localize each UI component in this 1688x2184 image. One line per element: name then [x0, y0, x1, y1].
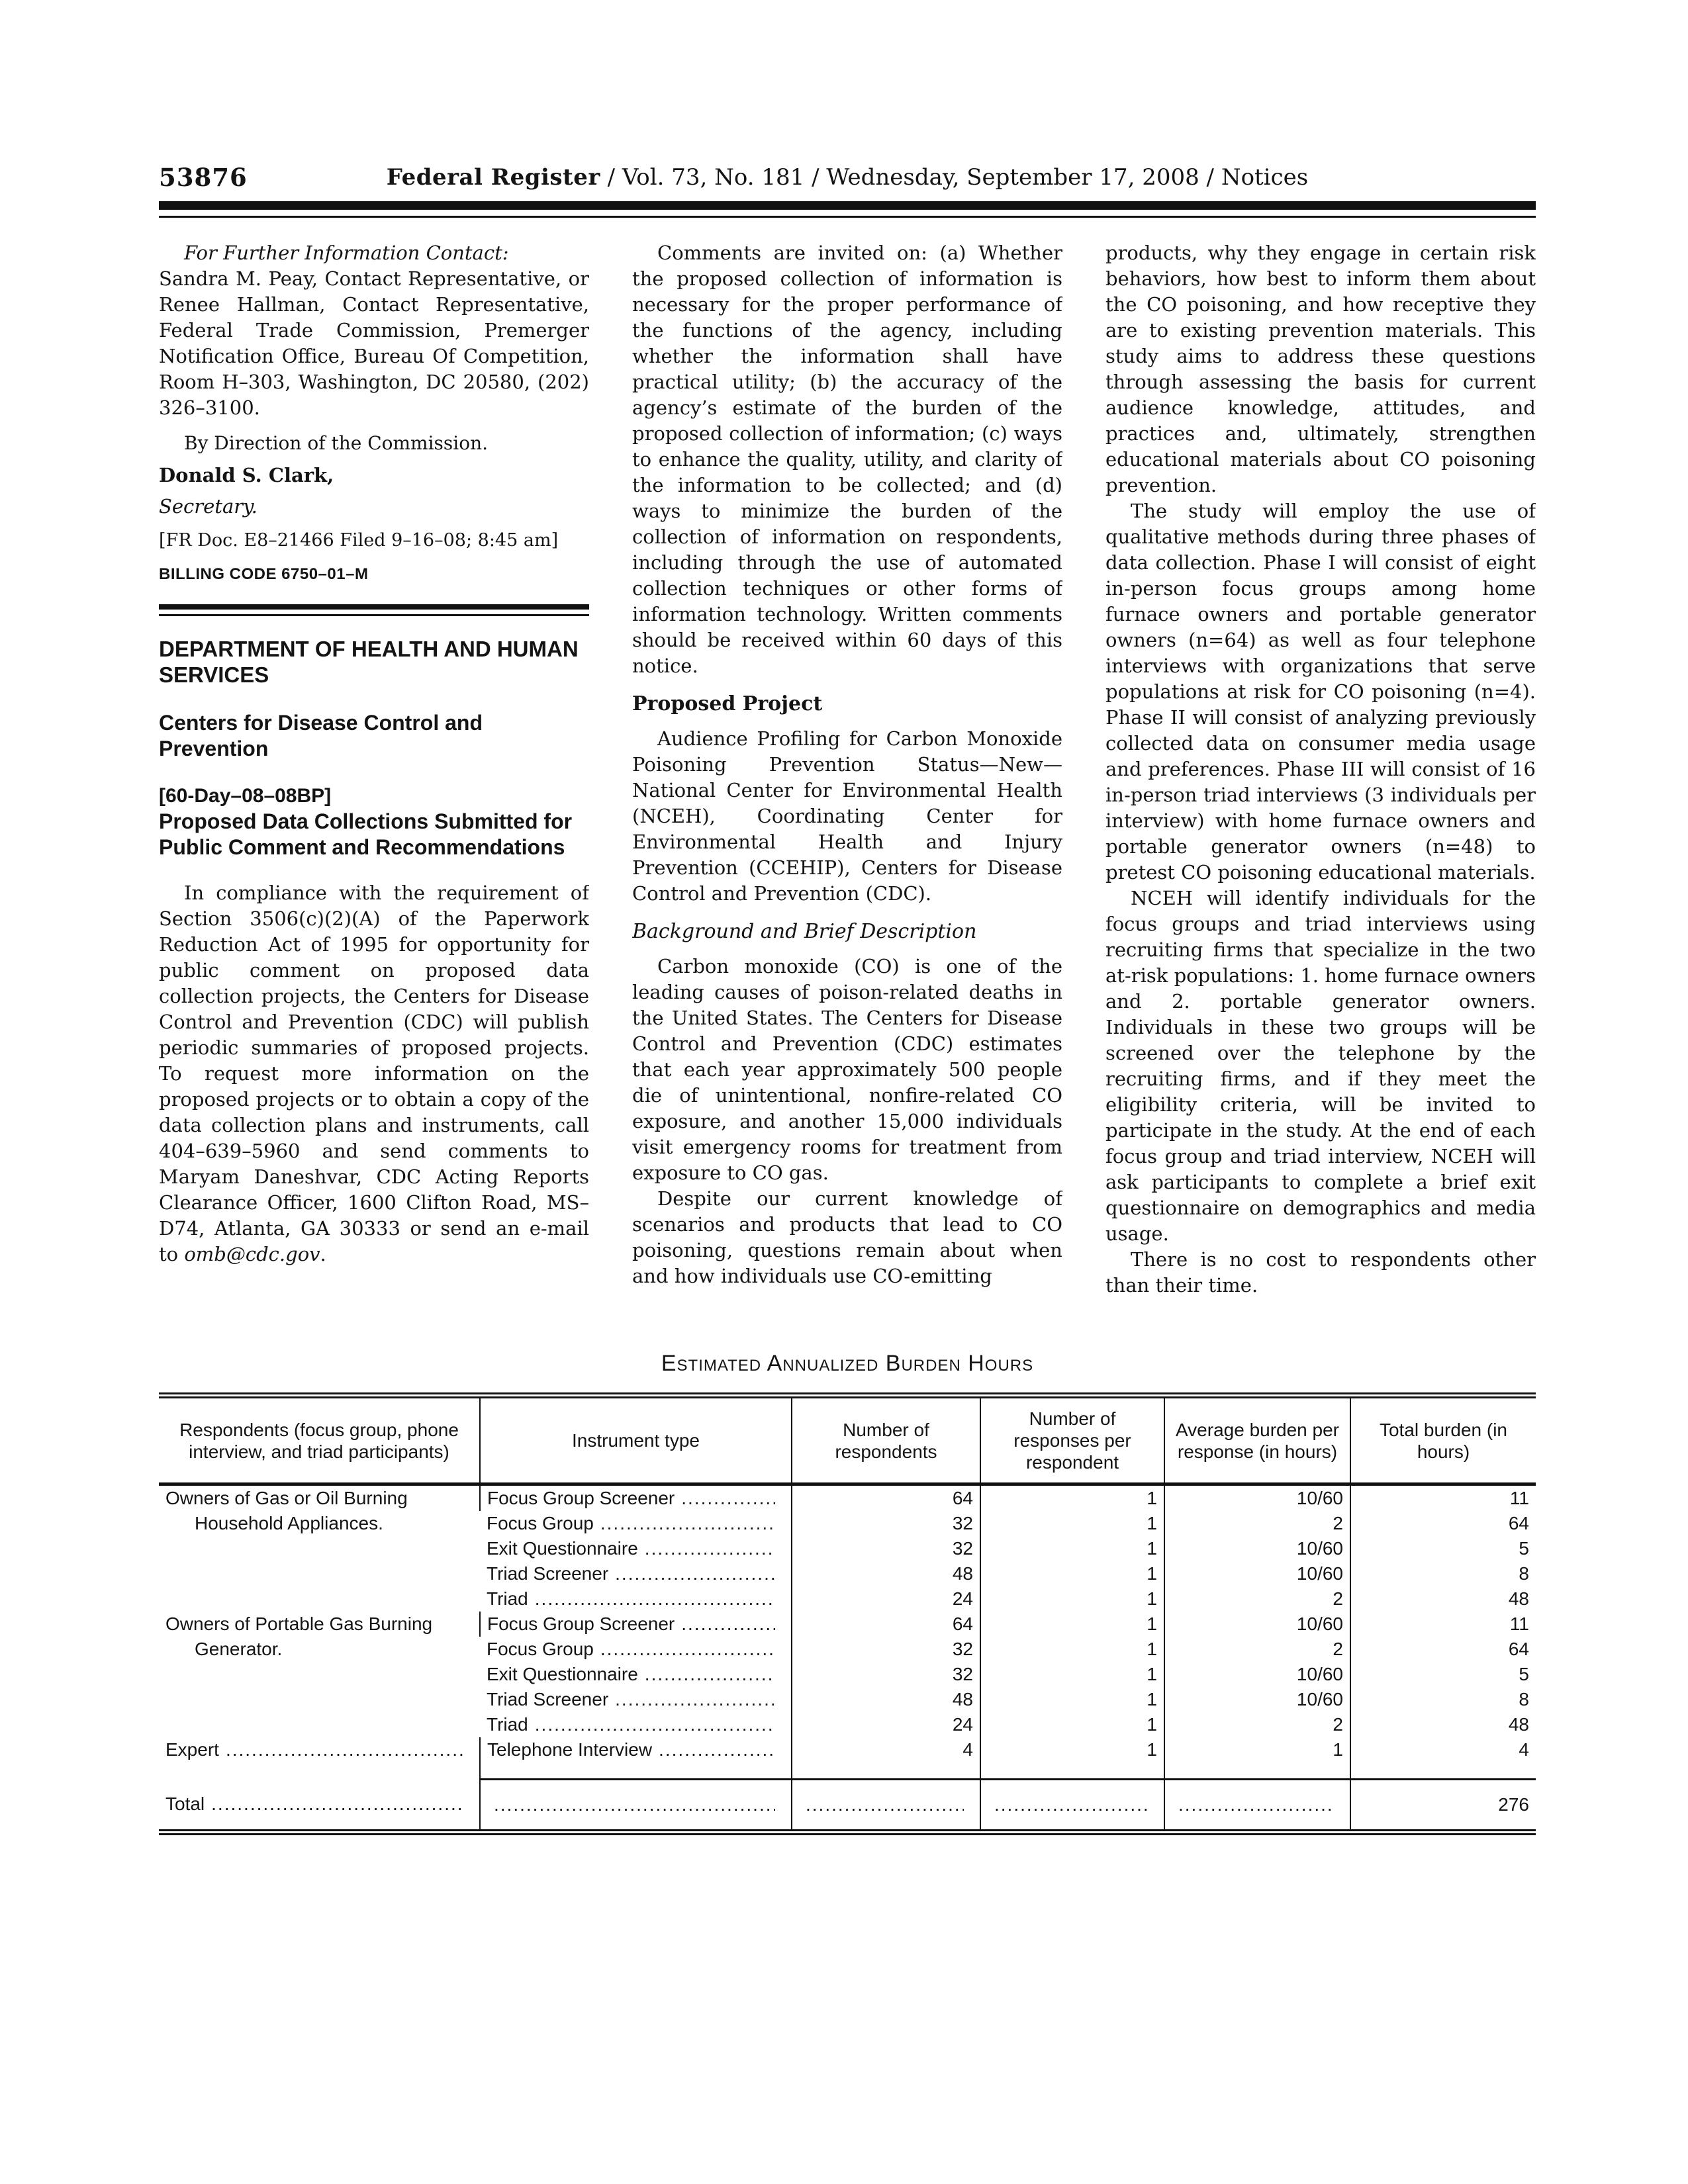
- three-column-body: [159, 240, 1536, 1334]
- responses-cell: 1: [980, 1612, 1164, 1637]
- instrument-dot-leader: [535, 1586, 775, 1612]
- instrument: [487, 1737, 784, 1762]
- total-filler: [988, 1792, 1157, 1817]
- avg-burden-cell: 10/60: [1164, 1612, 1350, 1637]
- instrument-cell: [480, 1586, 792, 1612]
- docket-number: [60-Day–08–08BP]: [159, 785, 332, 807]
- instrument-dot-leader: [681, 1486, 775, 1511]
- total-dot-leader: [211, 1792, 463, 1817]
- respondents-cell: 32: [792, 1637, 980, 1662]
- section-divider-rule: [159, 604, 589, 616]
- header-rule-thin: [159, 216, 1536, 218]
- avg-burden-cell: 2: [1164, 1712, 1350, 1737]
- total-leader-cell: [480, 1780, 792, 1833]
- notice-title: Proposed Data Collections Submitted for Public Comment and Recommendations: [159, 809, 573, 859]
- compliance-paragraph: [159, 880, 589, 1267]
- instrument-label: Focus Group: [487, 1639, 594, 1659]
- avg-burden-cell: 10/60: [1164, 1536, 1350, 1561]
- total-burden-cell: 11: [1350, 1612, 1536, 1637]
- respondents-cell: 32: [792, 1511, 980, 1536]
- header-rule-thick: [159, 201, 1536, 210]
- total-leader-cell: [1164, 1780, 1350, 1833]
- instrument-label: Triad: [487, 1588, 528, 1609]
- comments-invited-paragraph: Comments are invited on: (a) Whether the proposed collection of information is necessary for the proper performance of the functions of the agency, including whether the information shall have practical utility; (b) the accuracy of the agency’s estimate of the burden of the proposed collection of information; (c) ways to enhance the quality, utility, and clarity of the information to be collected; and (d) ways to minimize the burden of the collection of information on respondents, including through the use of automated collection techniques or other forms of information technology. Written comments should be received within 60 days of this notice.: [632, 242, 1062, 677]
- instrument-cell: [480, 1712, 792, 1737]
- total-burden-cell: 64: [1350, 1511, 1536, 1536]
- respondent-group-label: Expert: [165, 1739, 219, 1760]
- issue-info: / Vol. 73, No. 181 / Wednesday, September 17, 2008 / Notices: [600, 164, 1309, 191]
- instrument-label: Telephone Interview: [487, 1739, 653, 1760]
- burden-table-header: [159, 1396, 1536, 1484]
- compliance-text: In compliance with the requirement of Section 3506(c)(2)(A) of the Paperwork Reduction Act of 1995 for opportunity for public comment on proposed data collection projects, the Centers for Disease Control and Prevention (CDC) will publish periodic summaries of proposed projects. To request more information on the proposed projects or to obtain a copy of the data collection plans and instruments, call 404–639–5960 and send comments to Maryam Daneshvar, CDC Acting Reports Clearance Officer, 1600 Clifton Road, MS–D74, Atlanta, GA 30333 or send an e-mail to: [159, 882, 589, 1265]
- burden-table: [159, 1392, 1536, 1835]
- respondents-cell: 24: [792, 1586, 980, 1612]
- respondent-group-text: Owners of Portable Gas Burning Generator.: [165, 1614, 433, 1659]
- respondent-group-cell: [159, 1484, 480, 1612]
- responses-cell: 1: [980, 1536, 1164, 1561]
- avg-burden-cell: 2: [1164, 1637, 1350, 1662]
- responses-cell: 1: [980, 1712, 1164, 1737]
- respondents-cell: 64: [792, 1612, 980, 1637]
- instrument: [487, 1712, 784, 1737]
- avg-burden-cell: 2: [1164, 1511, 1350, 1536]
- background-paragraph-2: Despite our current knowledge of scenarios and products that lead to CO poisoning, questions remain about when and how individuals use CO-emitting: [632, 1187, 1062, 1287]
- avg-burden-cell: 10/60: [1164, 1687, 1350, 1712]
- grand-total-cell: 276: [1350, 1780, 1536, 1833]
- total-filler: [799, 1792, 973, 1817]
- respondent-group-text: Owners of Gas or Oil Burning Household Appliances.: [165, 1488, 408, 1533]
- column-header-6: Total burden (in hours): [1350, 1396, 1536, 1484]
- instrument-cell: [480, 1737, 792, 1780]
- column-header-2: Instrument type: [480, 1396, 792, 1484]
- instrument-cell: [480, 1662, 792, 1687]
- publication-name: Federal Register: [386, 164, 600, 191]
- instrument-cell: [480, 1536, 792, 1561]
- total-burden-cell: 4: [1350, 1737, 1536, 1780]
- total-label-cell: [159, 1780, 480, 1833]
- fr-doc-line: [FR Doc. E8–21466 Filed 9–16–08; 8:45 am]: [159, 530, 559, 551]
- total-label: Total: [165, 1794, 205, 1815]
- avg-burden-cell: 2: [1164, 1586, 1350, 1612]
- further-information-label: For Further Information Contact:: [184, 242, 509, 264]
- instrument-label: Focus Group: [487, 1513, 594, 1533]
- instrument: [487, 1511, 784, 1536]
- signatory-title: Secretary.: [159, 495, 258, 518]
- respondent-group-dot-leader: [226, 1737, 463, 1762]
- instrument: [487, 1637, 784, 1662]
- total-burden-cell: 48: [1350, 1586, 1536, 1612]
- total-burden-cell: 48: [1350, 1712, 1536, 1737]
- instrument: [487, 1561, 784, 1586]
- compliance-period: .: [320, 1243, 326, 1265]
- instrument-label: Focus Group Screener: [487, 1488, 675, 1508]
- responses-cell: 1: [980, 1662, 1164, 1687]
- total: [165, 1792, 473, 1817]
- column-header-3: Number of respondents: [792, 1396, 980, 1484]
- table-row: [159, 1612, 1536, 1637]
- instrument: [487, 1536, 784, 1561]
- study-phases-paragraph: The study will employ the use of qualitative methods during three phases of data collection. Phase I will consist of eight in-person focus groups among home furnace owners and portable generator owners (n=64) as well as four telephone interviews with organizations that serve populations at risk for CO poisoning (n=4). Phase II will consist of analyzing previously collected data on consumer media usage and preferences. Phase III will consist of 16 in-person triad interviews (3 individuals per interview) with home furnace owners and portable generator owners (n=48) to pretest CO poisoning educational materials.: [1105, 500, 1536, 884]
- column-1: [159, 240, 589, 1334]
- total-filler-dot-leader: [494, 1792, 775, 1817]
- responses-cell: 1: [980, 1484, 1164, 1512]
- billing-code-line: BILLING CODE 6750–01–M: [159, 565, 369, 583]
- instrument: [487, 1687, 784, 1712]
- total-burden-cell: 5: [1350, 1662, 1536, 1687]
- instrument: [487, 1612, 784, 1637]
- instrument-dot-leader: [645, 1536, 775, 1561]
- running-head-title: [159, 164, 1536, 191]
- instrument-cell: [480, 1637, 792, 1662]
- further-information-paragraph: [159, 240, 589, 421]
- respondents-cell: 48: [792, 1561, 980, 1586]
- instrument-dot-leader: [615, 1687, 775, 1712]
- background-heading: Background and Brief Description: [632, 920, 977, 943]
- contact-email: omb@cdc.gov: [184, 1243, 320, 1265]
- instrument-dot-leader: [615, 1561, 775, 1586]
- column-header-1: Respondents (focus group, phone interview, and triad participants): [159, 1396, 480, 1484]
- instrument: [487, 1486, 784, 1511]
- column-2: [632, 240, 1062, 1334]
- respondent-group-cell: [159, 1612, 480, 1737]
- instrument-dot-leader: [659, 1737, 775, 1762]
- header-row: [159, 1396, 1536, 1484]
- instrument: [487, 1662, 784, 1687]
- agency-heading: Centers for Disease Control and Prevention: [159, 711, 483, 760]
- total-filler-dot-leader: [1178, 1792, 1334, 1817]
- respondents-cell: 4: [792, 1737, 980, 1780]
- total-leader-cell: [792, 1780, 980, 1833]
- department-heading: DEPARTMENT OF HEALTH AND HUMAN SERVICES: [159, 637, 579, 687]
- instrument-dot-leader: [681, 1612, 775, 1637]
- background-paragraph-1: Carbon monoxide (CO) is one of the leading causes of poison-related deaths in the United States. The Centers for Disease Control and Prevention (CDC) estimates that each year approximately 500 people die of unintentional, nonfire-related CO exposure, and another 15,000 individuals visit emergency rooms for treatment from exposure to CO gas.: [632, 955, 1062, 1184]
- further-information-text: Sandra M. Peay, Contact Representative, or Renee Hallman, Contact Representative, Federal Trade Commission, Premerger Notification Office, Bureau Of Competition, Room H–303, Washington, DC 20580, (202) 326–3100.: [159, 267, 589, 419]
- instrument-label: Exit Questionnaire: [487, 1538, 638, 1559]
- responses-cell: 1: [980, 1737, 1164, 1780]
- instrument-label: Triad: [487, 1714, 528, 1735]
- total-filler: [1172, 1792, 1343, 1817]
- instrument-cell: [480, 1484, 792, 1512]
- respondent-group-cell: [159, 1737, 480, 1780]
- total-filler-dot-leader: [806, 1792, 964, 1817]
- avg-burden-cell: 10/60: [1164, 1561, 1350, 1586]
- total-burden-cell: 8: [1350, 1687, 1536, 1712]
- responses-cell: 1: [980, 1586, 1164, 1612]
- instrument-dot-leader: [600, 1511, 775, 1536]
- table-row: [159, 1737, 1536, 1780]
- total-burden-cell: 8: [1350, 1561, 1536, 1586]
- running-head: [159, 163, 1536, 197]
- instrument-label: Focus Group Screener: [487, 1614, 675, 1634]
- avg-burden-cell: 1: [1164, 1737, 1350, 1780]
- total-burden-cell: 11: [1350, 1484, 1536, 1512]
- page-number: 53876: [159, 163, 248, 192]
- instrument-cell: [480, 1687, 792, 1712]
- total-burden-cell: 5: [1350, 1536, 1536, 1561]
- avg-burden-cell: 10/60: [1164, 1662, 1350, 1687]
- total-filler-dot-leader: [994, 1792, 1148, 1817]
- table-row: [159, 1484, 1536, 1512]
- responses-cell: 1: [980, 1637, 1164, 1662]
- instrument-label: Triad Screener: [487, 1563, 609, 1584]
- respondents-cell: 64: [792, 1484, 980, 1512]
- responses-cell: 1: [980, 1561, 1164, 1586]
- instrument-dot-leader: [535, 1712, 775, 1737]
- total-row: [159, 1780, 1536, 1833]
- column-header-4: Number of responses per respondent: [980, 1396, 1164, 1484]
- total-filler: [487, 1792, 784, 1817]
- instrument-cell: [480, 1561, 792, 1586]
- total-burden-cell: 64: [1350, 1637, 1536, 1662]
- continuation-paragraph: products, why they engage in certain risk behaviors, how best to inform them about the CO poisoning, and how receptive they are to existing prevention materials. This study aims to address these questions through assessing the basis for current audience knowledge, attitudes, and practices and, ultimately, strengthen educational materials about CO poisoning prevention.: [1105, 242, 1536, 496]
- recruiting-paragraph: NCEH will identify individuals for the focus groups and triad interviews using recruiting firms that specialize in the two at-risk populations: 1. home furnace owners and 2. portable generator owners. Individuals in these two groups will be screened over the telephone by the recruiting firms, and if they meet the eligibility criteria, will be invited to participate in the study. At the end of each focus group and triad interview, NCEH will ask participants to complete a brief exit questionnaire on demographics and media usage.: [1105, 887, 1536, 1245]
- responses-cell: 1: [980, 1511, 1164, 1536]
- instrument-cell: [480, 1511, 792, 1536]
- column-header-5: Average burden per response (in hours): [1164, 1396, 1350, 1484]
- burden-table-body: [159, 1484, 1536, 1833]
- instrument-dot-leader: [600, 1637, 775, 1662]
- signatory-name: Donald S. Clark,: [159, 464, 334, 486]
- project-description-paragraph: Audience Profiling for Carbon Monoxide Poisoning Prevention Status—New—National Center for Environmental Health (NCEH), Coordinating Center for Environmental Health and Injury Prevention (CCEHIP), Centers for Disease Control and Prevention (CDC).: [632, 727, 1062, 905]
- burden-table-title: Estimated Annualized Burden Hours: [661, 1351, 1034, 1376]
- no-cost-paragraph: There is no cost to respondents other than their time.: [1105, 1248, 1536, 1297]
- responses-cell: 1: [980, 1687, 1164, 1712]
- instrument: [487, 1586, 784, 1612]
- respondents-cell: 48: [792, 1687, 980, 1712]
- by-direction-line: By Direction of the Commission.: [184, 432, 489, 454]
- proposed-project-heading: Proposed Project: [632, 692, 823, 715]
- instrument-dot-leader: [645, 1662, 775, 1687]
- respondent-group: [165, 1737, 473, 1762]
- respondents-cell: 32: [792, 1662, 980, 1687]
- instrument-label: Triad Screener: [487, 1689, 609, 1709]
- column-3: [1105, 240, 1536, 1334]
- total-leader-cell: [980, 1780, 1164, 1833]
- instrument-cell: [480, 1612, 792, 1637]
- instrument-label: Exit Questionnaire: [487, 1664, 638, 1684]
- avg-burden-cell: 10/60: [1164, 1484, 1350, 1512]
- respondents-cell: 24: [792, 1712, 980, 1737]
- respondents-cell: 32: [792, 1536, 980, 1561]
